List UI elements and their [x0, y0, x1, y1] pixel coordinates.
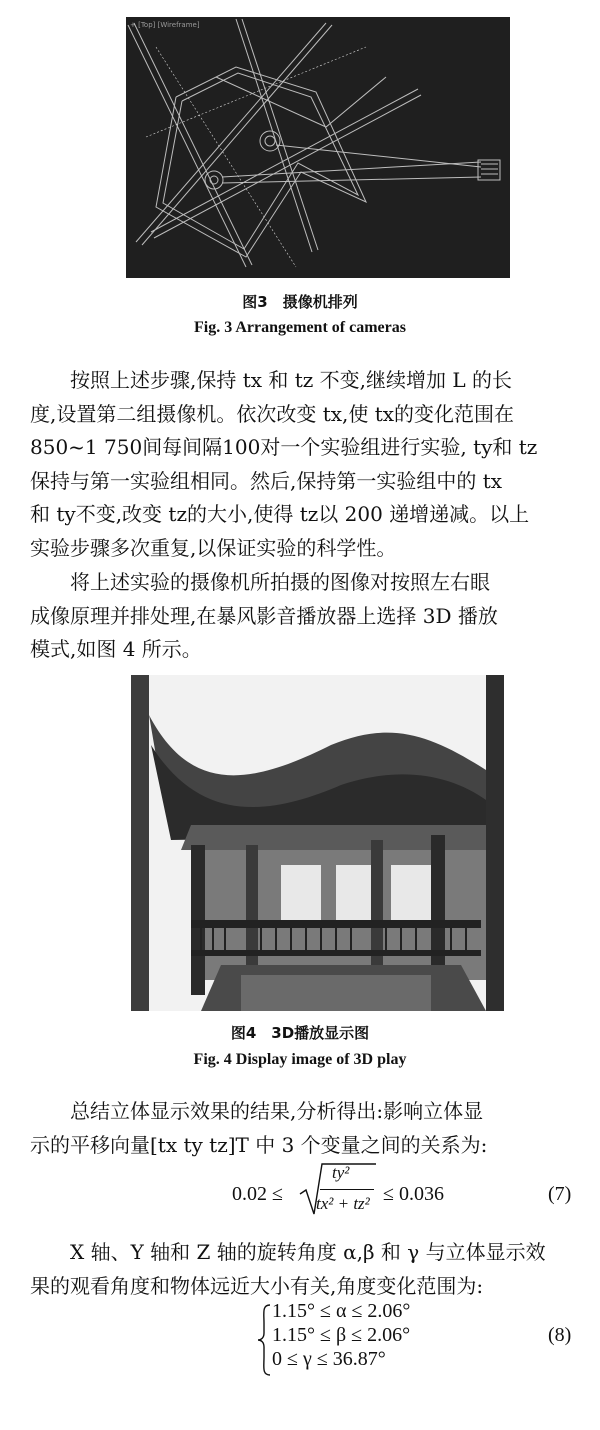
eq7-denominator: tx² + tz²: [316, 1194, 370, 1213]
text-line: X 轴、Y 轴和 Z 轴的旋转角度 α,β 和 γ 与立体显示效: [70, 1240, 546, 1264]
eq7-lower: 0.02 ≤: [232, 1183, 283, 1205]
eq8-row: 1.15° ≤ α ≤ 2.06°: [272, 1300, 411, 1322]
figure-4-image: [131, 675, 504, 1011]
paragraph-3: [30, 1095, 585, 1162]
figure-4-caption-en: Fig. 4 Display image of 3D play: [193, 1051, 407, 1068]
text-line: 示的平移向量[tx ty tz]T 中 3 个变量之间的关系为:: [30, 1132, 488, 1157]
figure-3-caption-en: Fig. 3 Arrangement of cameras: [194, 319, 406, 336]
eq7-upper: ≤ 0.036: [383, 1183, 444, 1205]
pavilion-picture: [131, 675, 504, 1011]
figure-4-caption-cn: 图4 3D播放显示图: [230, 1024, 370, 1042]
figure-3-caption-cn: 图3 摄像机排列: [242, 293, 358, 311]
text-line: 度,设置第二组摄像机。依次改变 tx,使 tx的变化范围在: [30, 401, 515, 426]
text-line: 将上述实验的摄像机所拍摄的图像对按照左右眼: [70, 570, 490, 594]
camera-rig-wireframe: [128, 19, 500, 267]
eq8-row: 0 ≤ γ ≤ 36.87°: [272, 1348, 386, 1370]
text-line: 保持与第一实验组相同。然后,保持第一实验组中的 tx: [30, 468, 503, 493]
eq7-numerator: ty²: [332, 1163, 350, 1182]
paragraph-2: [30, 566, 585, 667]
left-brace: [256, 1303, 272, 1377]
text-line: 和 ty不变,改变 tz的大小,使得 tz以 200 递增递减。以上: [30, 502, 530, 526]
figure-3-image: [126, 17, 510, 278]
text-line: 成像原理并排处理,在暴风影音播放器上选择 3D 播放: [30, 603, 498, 628]
text-line: 果的观看角度和物体远近大小有关,角度变化范围为:: [30, 1273, 484, 1298]
text-line: 模式,如图 4 所示。: [30, 637, 202, 661]
text-line: 总结立体显示效果的结果,分析得出:影响立体显: [70, 1099, 484, 1123]
paragraph-1: [30, 364, 585, 565]
paragraph-4: [30, 1236, 585, 1303]
eq8-row: 1.15° ≤ β ≤ 2.06°: [272, 1324, 411, 1346]
text-line: 按照上述步骤,保持 tx 和 tz 不变,继续增加 L 的长: [70, 368, 513, 392]
viewport-label: + [Top] [Wireframe]: [130, 21, 200, 29]
text-line: 850~1 750间每间隔100对一个实验组进行实验, ty和 tz: [30, 435, 538, 459]
eq8-number: (8): [548, 1324, 572, 1346]
text-line: 实验步骤多次重复,以保证实验的科学性。: [30, 535, 397, 560]
eq7-number: (7): [548, 1183, 572, 1205]
fraction-bar: [320, 1189, 374, 1190]
